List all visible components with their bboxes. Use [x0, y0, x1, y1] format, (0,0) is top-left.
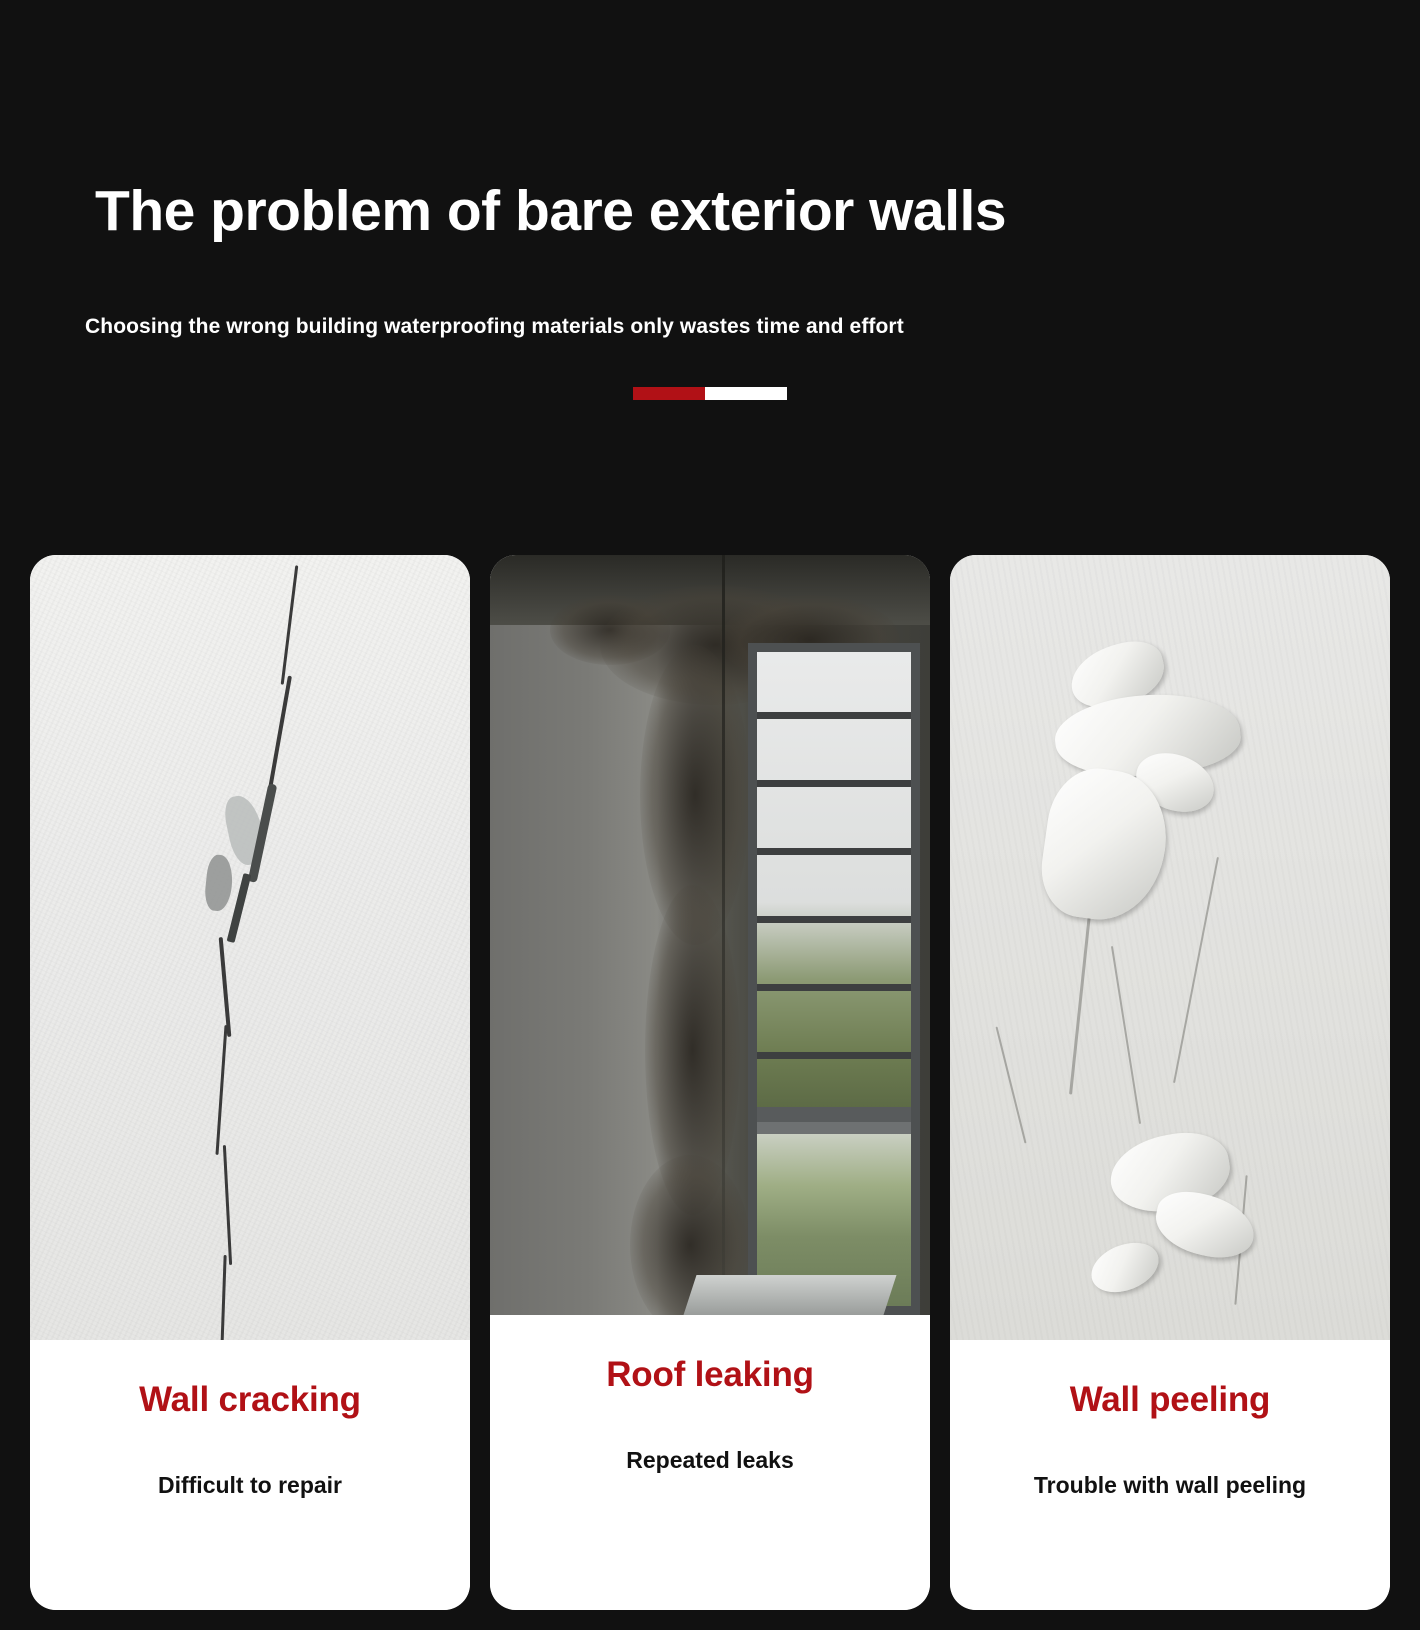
card-title: Wall peeling: [1069, 1380, 1271, 1419]
card-title: Roof leaking: [606, 1355, 814, 1394]
problem-card-wall-cracking[interactable]: [30, 555, 470, 1610]
peeling-paint-wall-photo: [950, 555, 1390, 1340]
page-subtitle: Choosing the wrong building waterproofing materials only wastes time and effort: [85, 314, 904, 338]
page-title: The problem of bare exterior walls: [95, 179, 1007, 243]
divider-bar: [633, 387, 788, 400]
cracked-white-wall-photo: [30, 555, 470, 1340]
divider-segment-white: [705, 387, 787, 400]
divider: [0, 387, 1420, 400]
divider-segment-red: [633, 387, 706, 400]
card-caption: Trouble with wall peeling: [1033, 1472, 1307, 1498]
card-body: [490, 1315, 930, 1610]
problem-card-list: [0, 555, 1420, 1610]
problem-card-wall-peeling[interactable]: [950, 555, 1390, 1610]
card-body: [950, 1340, 1390, 1610]
problem-card-roof-leaking[interactable]: [490, 555, 930, 1610]
page-header: [0, 0, 1420, 400]
card-title: Wall cracking: [139, 1380, 361, 1419]
card-caption: Difficult to repair: [157, 1472, 342, 1498]
card-caption: Repeated leaks: [626, 1447, 794, 1473]
mouldy-window-corner-photo: [490, 555, 930, 1315]
card-body: [30, 1340, 470, 1610]
